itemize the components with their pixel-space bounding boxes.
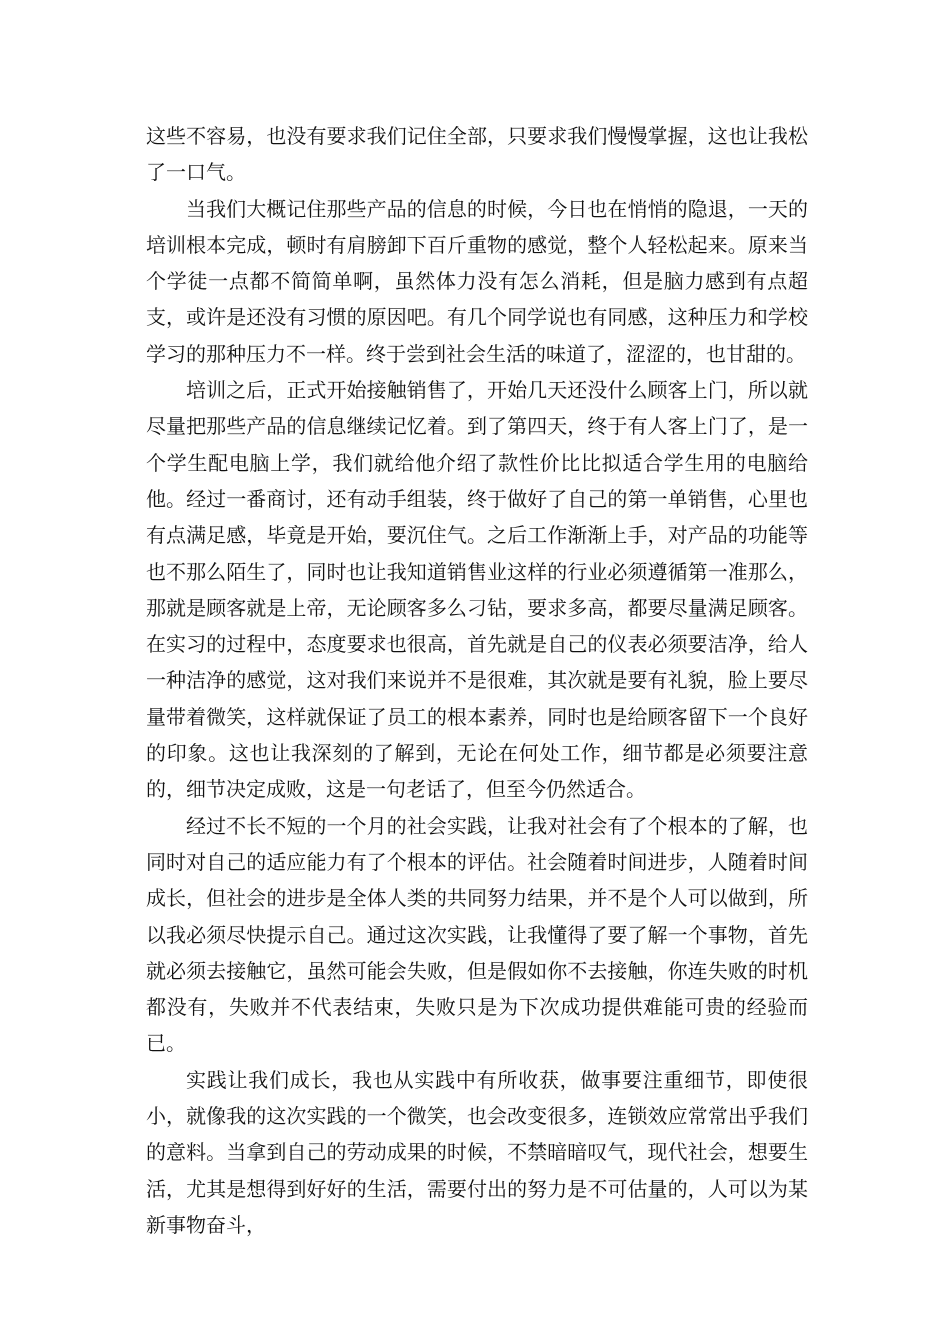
paragraph-1: 这些不容易，也没有要求我们记住全部，只要求我们慢慢掌握，这也让我松了一口气。 [146, 124, 808, 185]
paragraph-4: 经过不长不短的一个月的社会实践，让我对社会有了个根本的了解，也同时对自己的适应能力有了个根本的评估。社会随着时间进步，人随着时间成长，但社会的进步是全体人类的共同努力结果，并不是个人可以做到，所以我必须尽快提示自己。通过这次实践，让我懂得了要了解一个事物，首先就必须去接触它，虽然可能会失败，但是假如你不去接触，你连失败的时机都没有，失败并不代表结束，失败只是为下次成功提供难能可贵的经验而已。 [146, 813, 808, 1056]
paragraph-5: 实践让我们成长，我也从实践中有所收获，做事要注重细节，即使很小，就像我的这次实践的一个微笑，也会改变很多，连锁效应常常出乎我们的意料。当拿到自己的劳动成果的时候，不禁暗暗叹气，现代社会，想要生活，尤其是想得到好好的生活，需要付出的努力是不可估量的，人可以为某新事物奋斗， [146, 1067, 808, 1237]
paragraph-2: 当我们大概记住那些产品的信息的时候，今日也在悄悄的隐退，一天的培训根本完成，顿时有肩膀卸下百斤重物的感觉，整个人轻松起来。原来当个学徒一点都不简简单啊，虽然体力没有怎么消耗，但是脑力感到有点超支，或许是还没有习惯的原因吧。有几个同学说也有同感，这种压力和学校学习的那种压力不一样。终于尝到社会生活的味道了，涩涩的，也甘甜的。 [146, 196, 808, 366]
document-body [146, 118, 808, 1243]
paragraph-3: 培训之后，正式开始接触销售了，开始几天还没什么顾客上门，所以就尽量把那些产品的信息继续记忆着。到了第四天，终于有人客上门了，是一个学生配电脑上学，我们就给他介绍了款性价比比拟适合学生用的电脑给他。经过一番商讨，还有动手组装，终于做好了自己的第一单销售，心里也有点满足感，毕竟是开始，要沉住气。之后工作渐渐上手，对产品的功能等也不那么陌生了，同时也让我知道销售业这样的行业必须遵循第一准那么，那就是顾客就是上帝，无论顾客多么刁钻，要求多高，都要尽量满足顾客。在实习的过程中，态度要求也很高，首先就是自己的仪表必须要洁净，给人一种洁净的感觉，这对我们来说并不是很难，其次就是要有礼貌，脸上要尽量带着微笑，这样就保证了员工的根本素养，同时也是给顾客留下一个良好的印象。这也让我深刻的了解到，无论在何处工作，细节都是必须要注意的，细节决定成败，这是一句老话了，但至今仍然适合。 [146, 378, 808, 802]
